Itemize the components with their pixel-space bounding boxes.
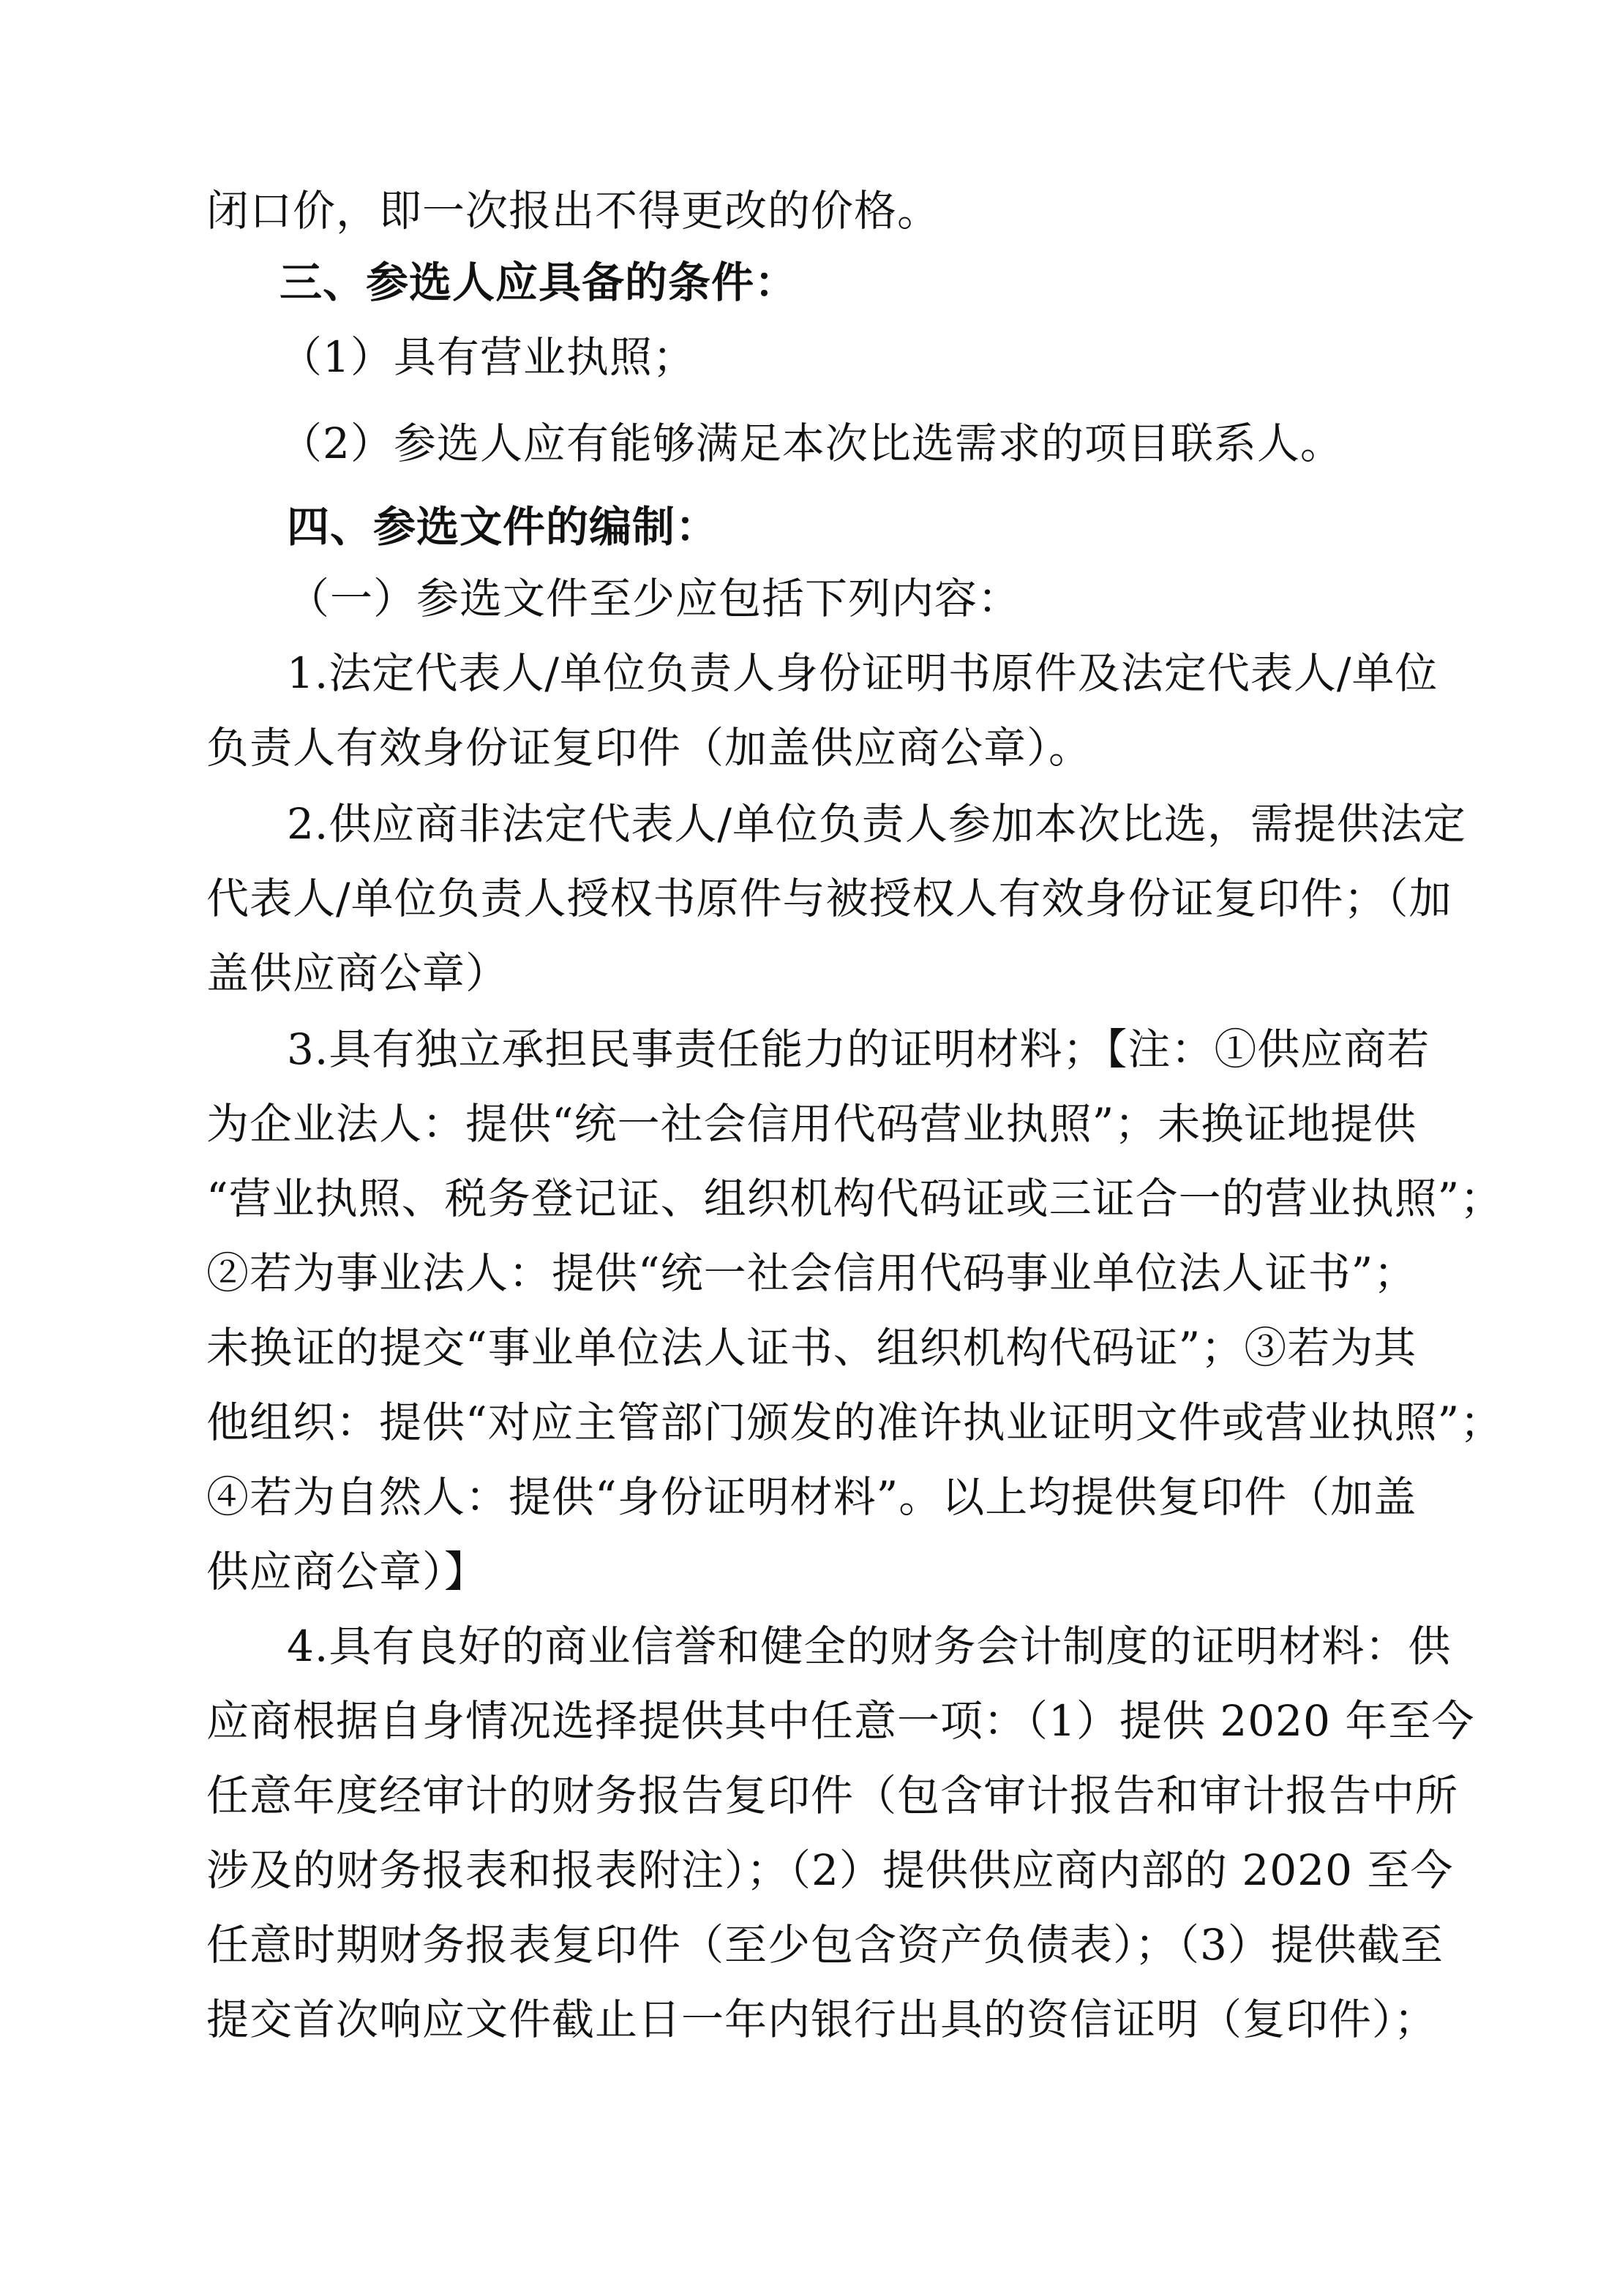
text-line: 任意年度经审计的财务报告复印件（包含审计报告和审计报告中所 bbox=[206, 1771, 1459, 1820]
text-line: 闭口价，即一次报出不得更改的价格。 bbox=[206, 186, 941, 236]
section-heading: 四、参选文件的编制： bbox=[287, 502, 719, 552]
text-line: 1.法定代表人/单位负责人身份证明书原件及法定代表人/单位 bbox=[287, 648, 1438, 698]
text-line: 盖供应商公章） bbox=[206, 948, 509, 998]
text-line: 提交首次响应文件截止日一年内银行出具的资信证明（复印件）； bbox=[206, 1995, 1438, 2044]
section-heading: 三、参选人应具备的条件： bbox=[280, 258, 798, 307]
text-line: 为企业法人：提供“统一社会信用代码营业执照”；未换证地提供 bbox=[206, 1099, 1417, 1149]
text-line: （一）参选文件至少应包括下列内容： bbox=[287, 574, 1021, 623]
text-line: （1）具有营业执照； bbox=[280, 332, 696, 382]
text-line: ②若为事业法人：提供“统一社会信用代码事业单位法人证书”； bbox=[206, 1248, 1417, 1298]
text-line: 涉及的财务报表和报表附注）；（2）提供供应商内部的 2020 至今 bbox=[206, 1845, 1454, 1895]
text-line: 负责人有效身份证复印件（加盖供应商公章）。 bbox=[206, 723, 1092, 773]
text-line: 4.具有良好的商业信誉和健全的财务会计制度的证明材料：供 bbox=[287, 1621, 1452, 1671]
text-line: 应商根据自身情况选择提供其中任意一项：（1）提供 2020 年至今 bbox=[206, 1696, 1475, 1746]
text-line: （2）参选人应有能够满足本次比选需求的项目联系人。 bbox=[280, 419, 1343, 468]
text-line: 3.具有独立承担民事责任能力的证明材料；【注：①供应商若 bbox=[287, 1024, 1430, 1074]
text-line: “营业执照、税务登记证、组织机构代码证或三证合一的营业执照”； bbox=[206, 1174, 1504, 1223]
text-line: 他组织：提供“对应主管部门颁发的准许执业证明文件或营业执照”； bbox=[206, 1398, 1504, 1447]
text-line: 任意时期财务报表复印件（至少包含资产负债表）；（3）提供截至 bbox=[206, 1920, 1444, 1970]
text-line: 未换证的提交“事业单位法人证书、组织机构代码证”；③若为其 bbox=[206, 1323, 1417, 1373]
text-line: ④若为自然人：提供“身份证明材料”。以上均提供复印件（加盖 bbox=[206, 1472, 1417, 1522]
text-line: 2.供应商非法定代表人/单位负责人参加本次比选，需提供法定 bbox=[287, 799, 1466, 849]
text-line: 供应商公章）】 bbox=[206, 1547, 488, 1597]
text-line: 代表人/单位负责人授权书原件与被授权人有效身份证复印件；（加 bbox=[206, 874, 1452, 923]
